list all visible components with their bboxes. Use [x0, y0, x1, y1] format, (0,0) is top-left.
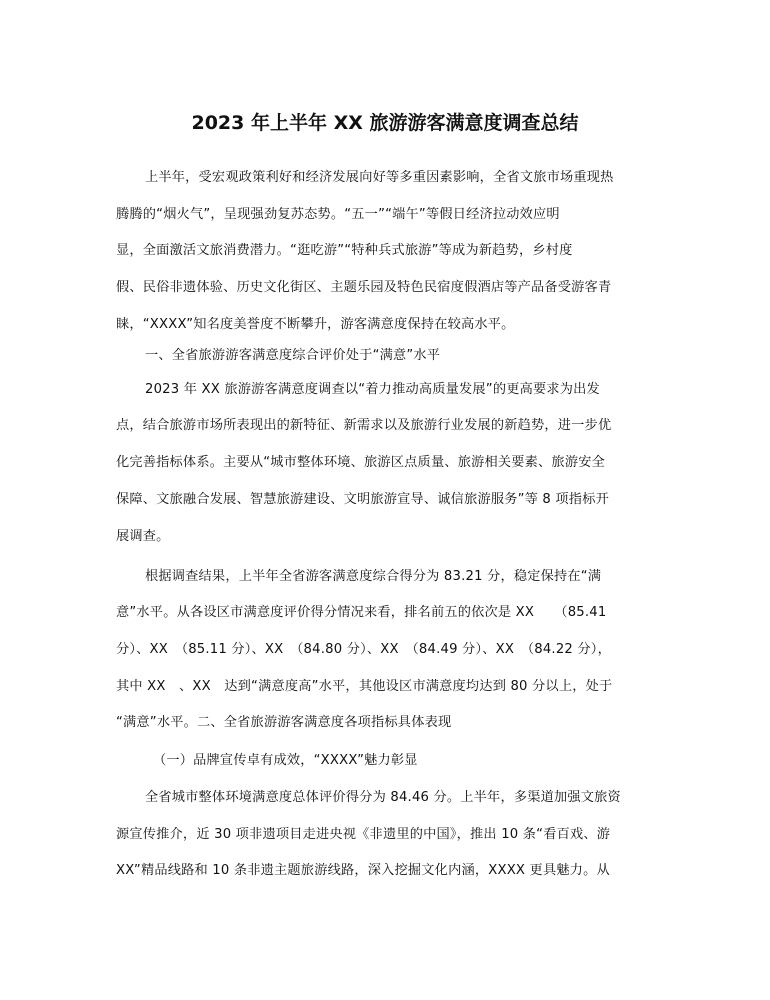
paragraph-line: 展调查。: [116, 529, 170, 544]
paragraph-line: “满意”水平。二、全省旅游游客满意度各项指标具体表现: [116, 715, 452, 730]
paragraph-line: 意”水平。从各设区市满意度评价得分情况来看，排名前五的依次是 XX （85.41: [116, 605, 607, 620]
paragraph-line: 分）、XX （85.11 分）、XX （84.80 分）、XX （84.49 分）、XX （84.22 分），: [116, 642, 611, 657]
paragraph-line: 上半年，受宏观政策利好和经济发展向好等多重因素影响，全省文旅市场重现热: [145, 170, 614, 185]
section-heading: 一、全省旅游游客满意度综合评价处于“满意”水平: [145, 348, 441, 363]
paragraph-line: 腾腾的“烟火气”，呈现强劲复苏态势。“五一”“端午”等假日经济拉动效应明: [116, 207, 560, 222]
paragraph-line: 全省城市整体环境满意度总体评价得分为 84.46 分。上半年，多渠道加强文旅资: [145, 790, 621, 805]
paragraph-line: 化完善指标体系。主要从“城市整体环境、旅游区点质量、旅游相关要素、旅游安全: [116, 455, 605, 470]
paragraph-line: 保障、文旅融合发展、智慧旅游建设、文明旅游宣导、诚信旅游服务”等 8 项指标开: [116, 492, 609, 507]
paragraph-line: 点，结合旅游市场所表现出的新特征、新需求以及旅游行业发展的新趋势，进一步优: [116, 418, 612, 433]
paragraph-line: 假、民俗非遗体验、历史文化街区、主题乐园及特色民宿度假酒店等产品备受游客青: [116, 280, 612, 295]
paragraph-line: 源宣传推介，近 30 项非遗项目走进央视《非遗里的中国》，推出 10 条“看百戏、游: [116, 827, 611, 842]
paragraph-line: XX”精品线路和 10 条非遗主题旅游线路，深入挖掘文化内涵，XXXX 更具魅力。从: [116, 863, 610, 878]
paragraph-line: 根据调查结果，上半年全省游客满意度综合得分为 83.21 分，稳定保持在“满: [145, 569, 602, 584]
paragraph-line: 睐，“XXXX”知名度美誉度不断攀升，游客满意度保持在较高水平。: [116, 317, 515, 332]
paragraph-line: 2023 年 XX 旅游游客满意度调查以“着力推动高质量发展”的更高要求为出发: [145, 382, 600, 397]
document-title: 2023 年上半年 XX 旅游游客满意度调查总结: [191, 112, 579, 134]
paragraph-line: 其中 XX 、XX 达到“满意度高”水平，其他设区市满意度均达到 80 分以上，处于: [116, 679, 613, 694]
paragraph-line: 显，全面激活文旅消费潜力。“逛吃游”“特种兵式旅游”等成为新趋势，乡村度: [116, 243, 573, 258]
subsection-heading: （一）品牌宣传卓有成效，“XXXX”魅力彰显: [153, 753, 418, 768]
